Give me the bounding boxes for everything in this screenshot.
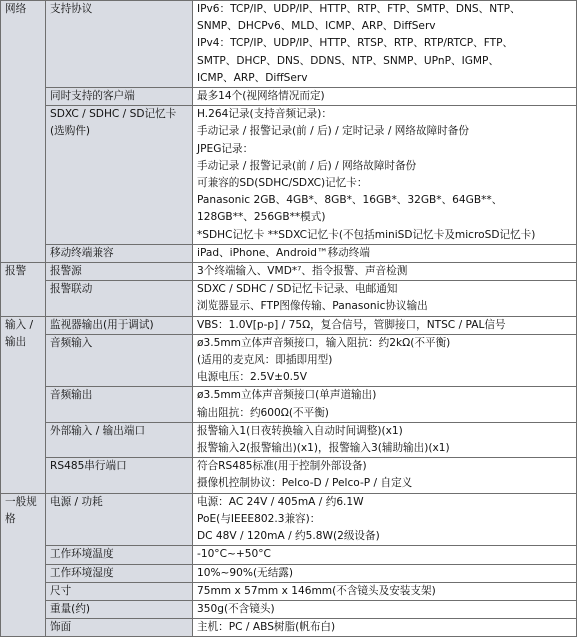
item-value-cell (193, 564, 577, 582)
item-value-cell (193, 106, 577, 245)
item-label-cell: 重量(约) (46, 600, 193, 618)
spec-row (1, 88, 577, 106)
value-line: 浏览器显示、FTP图像传输、Panasonic协议输出 (197, 300, 428, 313)
spec-row (1, 106, 577, 245)
spec-row (1, 263, 577, 281)
item-value-cell (193, 244, 577, 262)
item-label-cell: 移动终端兼容 (46, 244, 193, 262)
value-line: iPad、iPhone、Android™移动终端 (197, 246, 370, 259)
value-line: 手动记录 / 报警记录(前 / 后) / 网络故障时备份 (197, 159, 417, 172)
value-line: JPEG记录： (197, 142, 254, 155)
item-value-cell (193, 334, 577, 387)
value-line: 10%~90%(无结露) (197, 566, 294, 579)
item-value-cell (193, 422, 577, 457)
item-label-cell: 电源 / 功耗 (46, 493, 193, 546)
spec-row (1, 334, 577, 387)
item-value-cell (193, 600, 577, 618)
spec-row (1, 316, 577, 334)
item-value-cell (193, 1, 577, 88)
value-line: 电源电压：2.5V±0.5V (197, 371, 308, 384)
spec-row (1, 281, 577, 316)
item-value-cell (193, 546, 577, 564)
item-label-cell: 音频输入 (46, 334, 193, 387)
value-line: ø3.5mm立体声音频接口(单声道输出) (197, 389, 377, 402)
value-line: 摄像机控制协议：Pelco-D / Pelco-P / 自定义 (197, 477, 413, 490)
spec-row (1, 619, 577, 637)
spec-row (1, 582, 577, 600)
spec-row (1, 422, 577, 457)
item-label-cell: RS485串行端口 (46, 458, 193, 493)
value-line: IPv4：TCP/IP、UDP/IP、HTTP、RTSP、RTP、RTP/RTCP、FTP、 (197, 37, 514, 50)
item-label-cell: 支持协议 (46, 1, 193, 88)
spec-row (1, 600, 577, 618)
value-line: 128GB**、256GB**模式) (197, 211, 326, 224)
item-label-cell: 尺寸 (46, 582, 193, 600)
item-label-cell: SDXC / SDHC / SD记忆卡 (选购件) (46, 106, 193, 245)
value-line: Panasonic 2GB、4GB*、8GB*、16GB*、32GB*、64GB**、 (197, 194, 503, 207)
value-line: H.264记录(支持音频记录)： (197, 108, 332, 121)
spec-row (1, 546, 577, 564)
category-cell: 网络 (1, 1, 46, 263)
spec-row (1, 387, 577, 422)
item-value-cell (193, 387, 577, 422)
item-label-cell: 外部输入 / 输出端口 (46, 422, 193, 457)
value-line: SDXC / SDHC / SD记忆卡记录、电邮通知 (197, 283, 398, 296)
value-line: 350g(不含镜头) (197, 602, 275, 615)
spec-row (1, 493, 577, 546)
item-label-cell: 工作环境温度 (46, 546, 193, 564)
spec-table-body (1, 1, 577, 637)
value-line: ICMP、ARP、DiffServ (197, 71, 308, 84)
value-line: 符合RS485标准(用于控制外部设备) (197, 460, 367, 473)
item-label-cell: 监视器输出(用于调试) (46, 316, 193, 334)
value-line: SMTP、DHCP、DNS、DDNS、NTP、SNMP、UPnP、IGMP、 (197, 54, 500, 67)
value-line: -10°C~+50°C (197, 548, 271, 561)
item-value-cell (193, 263, 577, 281)
item-value-cell (193, 619, 577, 637)
item-label-cell: 饰面 (46, 619, 193, 637)
item-value-cell (193, 281, 577, 316)
item-value-cell (193, 493, 577, 546)
value-line: PoE(与IEEE802.3兼容)： (197, 512, 321, 525)
spec-row (1, 1, 577, 88)
value-line: IPv6：TCP/IP、UDP/IP、HTTP、RTP、FTP、SMTP、DNS、NTP、 (197, 3, 521, 15)
item-label-cell: 音频输出 (46, 387, 193, 422)
value-line: SNMP、DHCPv6、MLD、ICMP、ARP、DiffServ (197, 20, 436, 33)
value-line: 3个终端输入、VMD*⁷、指令报警、声音检测 (197, 265, 408, 278)
value-line: 电源：AC 24V / 405mA / 约6.1W (197, 495, 364, 508)
spec-row (1, 244, 577, 262)
value-line: 报警输入1(日夜转换输入自动时间调整)(x1) (197, 424, 403, 437)
value-line: 可兼容的SD(SDHC/SDXC)记忆卡： (197, 177, 368, 190)
item-label-cell: 报警源 (46, 263, 193, 281)
value-line: 报警输入2(报警输出)(x1)，报警输入3(辅助输出)(x1) (197, 442, 450, 455)
item-value-cell (193, 458, 577, 493)
category-cell: 一般规格 (1, 493, 46, 637)
value-line: *SDHC记忆卡 **SDXC记忆卡(不包括miniSD记忆卡及microSD记忆卡) (197, 228, 536, 241)
value-line: VBS：1.0V[p-p] / 75Ω，复合信号，管脚接口，NTSC / PAL信号 (197, 318, 506, 331)
value-line: 75mm x 57mm x 146mm(不含镜头及安装支架) (197, 584, 436, 597)
value-line: ø3.5mm立体声音频接口，输入阻抗：约2kΩ(不平衡) (197, 336, 451, 349)
value-line: 手动记录 / 报警记录(前 / 后) / 定时记录 / 网络故障时备份 (197, 125, 469, 138)
value-line: (适用的麦克风：即插即用型) (197, 354, 333, 367)
item-value-cell (193, 88, 577, 106)
value-line: 主机：PC / ABS树脂(帆布白) (197, 621, 336, 634)
category-cell: 输入 / 输出 (1, 316, 46, 493)
category-cell: 报警 (1, 263, 46, 317)
spec-row (1, 458, 577, 493)
item-value-cell (193, 316, 577, 334)
value-line: 最多14个(视网络情况而定) (197, 90, 325, 103)
value-line: 输出阻抗：约600Ω(不平衡) (197, 406, 329, 419)
spec-row (1, 564, 577, 582)
value-line: DC 48V / 120mA / 约5.8W(2级设备) (197, 530, 380, 543)
item-label-cell: 同时支持的客户端 (46, 88, 193, 106)
item-value-cell (193, 582, 577, 600)
item-label-cell: 工作环境湿度 (46, 564, 193, 582)
item-label-cell: 报警联动 (46, 281, 193, 316)
